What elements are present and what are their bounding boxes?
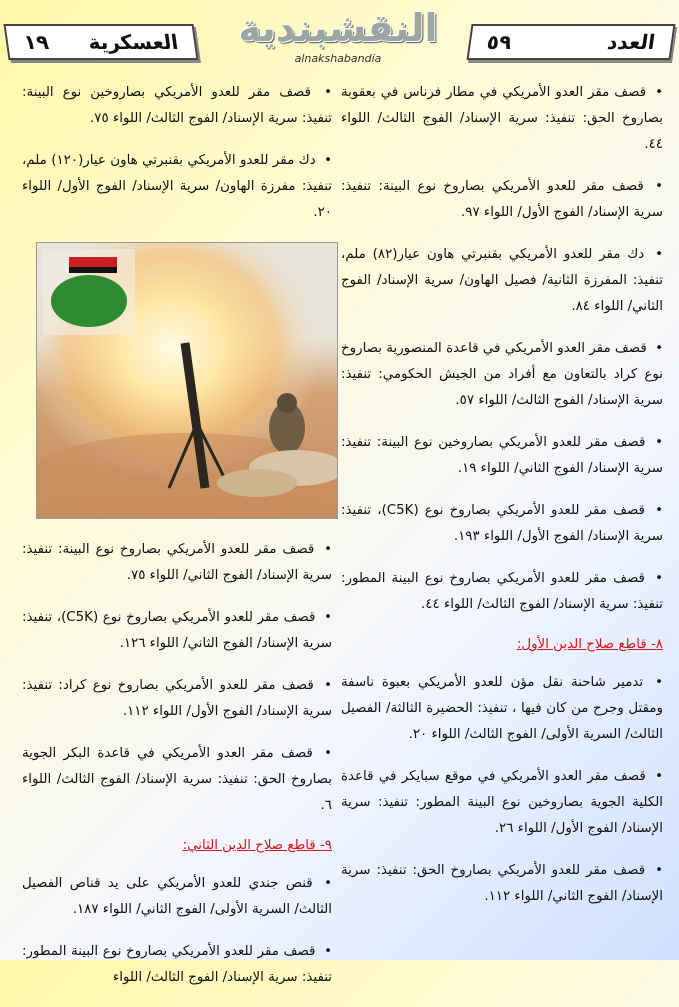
right-article-list: [341, 80, 663, 910]
news-item-text: قنص جندي للعدو الأمريكي على يد قناص الفصيل الثالث/ السرية الأولى/ الفوج الثاني/ اللواء ١٨٧.: [22, 876, 332, 917]
section-heading: [22, 835, 332, 857]
bullet-icon: •: [324, 610, 332, 625]
news-item: [22, 80, 332, 132]
mortar-firing-photo: [36, 242, 338, 519]
section-heading: [341, 634, 663, 656]
news-item: [341, 242, 663, 320]
right-column: [341, 80, 663, 926]
news-item-text: قصف مقر للعدو الأمريكي بصاروخين نوع البينة: تنفيذ: سرية الإسناد/ الفوج الثالث/ اللواء ٧٥.: [22, 85, 332, 126]
news-item: [341, 858, 663, 910]
bullet-icon: •: [655, 85, 663, 100]
issue-ribbon: [466, 24, 675, 60]
news-item: [341, 174, 663, 226]
bullet-icon: •: [324, 678, 332, 693]
magazine-logo: [232, 6, 444, 68]
logo-text: النقشبندية: [238, 6, 438, 50]
page-header: [0, 0, 679, 78]
news-item-text: قصف مقر للعدو الأمريكي بصاروخ نوع البينة: تنفيذ: سرية الإسناد/ الفوج الأول/ اللواء ٩٧.: [341, 179, 663, 220]
news-item-text: قصف مقر العدو الأمريكي في قاعدة المنصورية بصاروخ نوع كراد بالتعاون مع أفراد من الجيش الحكومي: تنفيذ: سرية الإسناد/ الفوج الثالث/ اللواء ٥٧.: [341, 341, 663, 408]
news-item: [22, 871, 332, 923]
news-item-text: قصف مقر للعدو الأمريكي بصاروخ نوع البينة المطور: تنفيذ: سرية الإسناد/ الفوج الثالث/ اللواء: [22, 944, 332, 985]
news-item-text: قصف مقر العدو الأمريكي في موقع سبايكر في قاعدة الكلية الجوية بصاروخين نوع البينة المطور: تنفيذ: سرية الإسناد/ الفوج الأول/ اللواء ٢٦.: [341, 769, 663, 836]
news-item: [22, 939, 332, 991]
bullet-icon: •: [655, 341, 663, 356]
news-item-text: قصف مقر للعدو الأمريكي بصاروخ نوع البينة المطور: تنفيذ: سرية الإسناد/ الفوج الثالث/ اللواء ٤٤.: [341, 571, 663, 612]
news-item: [22, 673, 332, 725]
news-item: [341, 670, 663, 748]
bullet-icon: •: [324, 85, 332, 100]
emblem-icon: [43, 249, 135, 335]
news-item-text: قصف مقر العدو الأمريكي في قاعدة البكر الجوية بصاروخ الحق: تنفيذ: سرية الإسناد/ الفوج الثالث/ اللواء ٦.: [22, 746, 332, 813]
section-heading-text: ٩- قاطع صلاح الدين الثاني:: [182, 838, 332, 853]
news-item: [341, 336, 663, 414]
bullet-icon: •: [655, 503, 663, 518]
news-item: [22, 605, 332, 657]
news-item: [341, 566, 663, 618]
news-item: [22, 148, 332, 226]
news-item: [22, 537, 332, 589]
bullet-icon: •: [655, 571, 663, 586]
section-title: العسكرية: [86, 30, 180, 54]
left-top-list: [22, 80, 332, 226]
news-item-text: قصف مقر للعدو الأمريكي بصاروخ نوع كراد: تنفيذ: سرية الإسناد/ الفوج الأول/ اللواء ١١٢.: [22, 678, 332, 719]
news-item: [341, 498, 663, 550]
news-item: [22, 741, 332, 819]
news-item-text: قصف مقر للعدو الأمريكي بصاروخ نوع البينة: تنفيذ: سرية الإسناد/ الفوج الثاني/ اللواء ٧٥.: [22, 542, 332, 583]
bullet-icon: •: [655, 769, 663, 784]
news-item: [341, 80, 663, 158]
bullet-icon: •: [324, 542, 332, 557]
bullet-icon: •: [324, 153, 332, 168]
section-ribbon: [3, 24, 198, 60]
news-item-text: قصف مقر العدو الأمريكي في مطار فرناس في بعقوبة بصاروخ الحق: تنفيذ: سرية الإسناد/ الفوج الثالث/ اللواء ٤٤.: [341, 85, 663, 152]
photo-illustration: [37, 243, 337, 518]
news-item-text: دك مقر للعدو الأمريكي بقنبرتي هاون عيار(١٢٠) ملم، تنفيذ: مفرزة الهاون/ سرية الإسناد/ الفوج الأول/ اللواء ٢٠.: [22, 153, 332, 220]
section-heading-text: ٨- قاطع صلاح الدين الأول:: [516, 637, 663, 652]
news-item-text: دك مقر للعدو الأمريكي بقنبرتي هاون عيار(٨٢) ملم، تنفيذ: المفرزة الثانية/ فصيل الهاون/ سرية الإسناد/ الفوج الثاني/ اللواء ٨٤.: [341, 247, 663, 314]
bullet-icon: •: [655, 179, 663, 194]
news-item-text: قصف مقر للعدو الأمريكي بصاروخين نوع البينة: تنفيذ: سرية الإسناد/ الفوج الثاني/ اللواء ١٩.: [341, 435, 663, 476]
left-bottom-list: [22, 537, 332, 991]
news-item-text: قصف مقر للعدو الأمريكي بصاروخ الحق: تنفيذ: سرية الإسناد/ الفوج الثاني/ اللواء ١١٢.: [341, 863, 663, 904]
issue-number: ٥٩: [485, 30, 514, 54]
page-number: ١٩: [22, 30, 51, 54]
news-item-text: قصف مقر للعدو الأمريكي بصاروخ نوع (C5K)، تنفيذ: سرية الإسناد/ الفوج الأول/ اللواء ١٩٣.: [341, 503, 663, 544]
bullet-icon: •: [655, 247, 663, 262]
issue-label: العدد: [605, 30, 657, 54]
bullet-icon: •: [655, 675, 663, 690]
bullet-icon: •: [324, 876, 332, 891]
news-item-text: قصف مقر للعدو الأمريكي بصاروخ نوع (C5K)، تنفيذ: سرية الإسناد/ الفوج الثاني/ اللواء ١٢٦.: [22, 610, 332, 651]
bullet-icon: •: [324, 746, 332, 761]
news-item: [341, 764, 663, 842]
bullet-icon: •: [655, 435, 663, 450]
left-column: [22, 80, 332, 1007]
news-item: [341, 430, 663, 482]
bullet-icon: •: [324, 944, 332, 959]
logo-subtext: alnakshabandia: [294, 52, 382, 65]
news-item-text: تدمير شاحنة نقل مؤن للعدو الأمريكي بعبوة ناسفة ومقتل وجرح من كان فيها ، تنفيذ: الحضيرة الثالثة/ الفصيل الثالث/ السرية الأولى/ الفوج الثالث/ اللواء ٢٠.: [341, 675, 663, 742]
bullet-icon: •: [655, 863, 663, 878]
